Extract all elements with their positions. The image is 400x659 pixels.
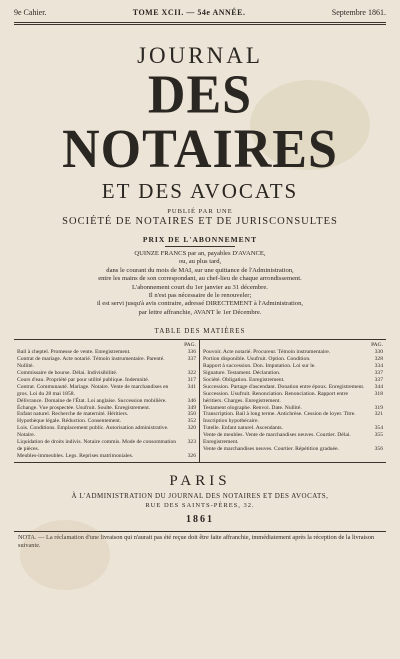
volume-label: TOME XCII. — 54e ANNÉE. xyxy=(132,8,246,17)
subscription-line: Il n'est pas nécessaire de le renouveler; xyxy=(148,292,252,300)
toc-entry-title: Société. Obligation. Enregistrement. xyxy=(203,376,285,383)
toc-entry xyxy=(17,453,196,460)
toc-entry-title: Lois. Conditions. Emplacement public. Autorisation administrative. Notaire. xyxy=(17,425,169,439)
subscription-line: QUINZE FRANCS par an, payables D'AVANCE, xyxy=(134,250,266,257)
page-column-label: PAG. xyxy=(184,342,196,349)
issue-header xyxy=(14,8,386,20)
toc-entry-page: 317 xyxy=(187,376,196,383)
subscription-terms xyxy=(14,250,386,317)
toc-entry-title: Vente de meubles. Vente de marchandises neuves. Courtier. Délai. Enregistrement. xyxy=(203,432,351,446)
subscription-rule xyxy=(165,246,235,247)
header-rule xyxy=(14,22,386,25)
toc-entry-page: 337 xyxy=(187,356,196,363)
masthead-avocats: ET DES AVOCATS xyxy=(101,179,299,203)
masthead-notaires: DES NOTAIRES xyxy=(62,65,338,180)
toc-entry-title: Succession. Usufruit. Renonciation. Renonciation. Rapport entre héritiers. Charges. Enregistrement. xyxy=(203,390,348,404)
subscription-line: il est servi jusqu'à avis contraire, adressé DIRECTEMENT à l'Administration, xyxy=(96,300,304,308)
toc-entry xyxy=(203,405,383,412)
society-name: SOCIÉTÉ DE NOTAIRES ET DE JURISCONSULTES xyxy=(62,216,338,227)
nota-notice: NOTA. — La réclamation d'une livraison qui n'aurait pas été reçue doit être faite affranchie, immédiatement après la réception de la livraison suivante. xyxy=(18,533,375,549)
toc-entry-page: 350 xyxy=(187,411,196,418)
toc-entry-title: Contrat. Communauté. Mariage. Notaire. Vente de marchandises en gros. Loi du 28 mai 1858. xyxy=(17,383,169,397)
toc-entry-page: 326 xyxy=(187,452,196,459)
imprint-street: RUE DES SAINTS-PÈRES, 32. xyxy=(145,501,255,509)
toc-entry-page: 318 xyxy=(374,390,383,397)
toc-entry-page: 356 xyxy=(374,445,383,452)
toc-entry-page: 328 xyxy=(374,356,383,363)
page-column-label: PAG. xyxy=(371,342,383,349)
toc-entry-page: 354 xyxy=(374,425,383,432)
toc-entry xyxy=(17,418,196,425)
toc-heading: TABLE DES MATIÈRES xyxy=(154,327,246,336)
cahier-label: 9e Cahier. xyxy=(14,8,47,17)
month-label: Septembre 1861. xyxy=(331,8,386,17)
footer-rule xyxy=(14,531,386,532)
toc-entry-page: 341 xyxy=(187,383,196,390)
toc-entry-page: 321 xyxy=(374,411,383,418)
toc-entry xyxy=(203,370,383,377)
toc-entry-page: 319 xyxy=(374,404,383,411)
toc-entry-title: Signature. Testament. Déclaration. xyxy=(203,369,281,376)
toc-entry-title: Testament olographe. Renvoi. Date. Nullité. xyxy=(203,404,302,411)
toc-entry-title: Cours d'eau. Propriété par pour utilité publique. Indemnité. xyxy=(17,376,150,383)
subscription-line: L'abonnement court du 1er janvier au 31 décembre. xyxy=(132,283,268,291)
subscription-line: ou, au plus tard, xyxy=(178,258,222,266)
toc-entry-page: 334 xyxy=(374,363,383,370)
toc-entry-title: Rapport à succession. Don. Imputation. Loi sur le. xyxy=(203,363,316,370)
toc-entry-page: 320 xyxy=(187,425,196,432)
toc-left-column xyxy=(14,340,200,462)
toc-entry xyxy=(203,384,383,391)
toc-entry xyxy=(203,425,383,432)
toc-entry xyxy=(17,384,196,398)
toc-entry-title: Transcription. Bail à long terme. Antichrèse. Cession de loyer. Titre. Inscription hypothécaire. xyxy=(203,411,356,425)
imprint-year: 1861 xyxy=(186,513,214,525)
toc-entry xyxy=(203,363,383,370)
toc-entry xyxy=(17,349,196,356)
subscription-heading: PRIX DE L'ABONNEMENT xyxy=(142,235,258,244)
toc-entry-title: Délivrance. Domaine de l'État. Loi anglaise. Succession mobilière. xyxy=(17,397,167,404)
toc-entry xyxy=(17,398,196,405)
toc-entry-title: Portion disponible. Usufruit. Option. Condition. xyxy=(203,356,311,363)
toc-entry xyxy=(17,377,196,384)
toc-entry xyxy=(17,439,196,453)
toc-entry xyxy=(17,356,196,370)
imprint-admin: À L'ADMINISTRATION DU JOURNAL DES NOTAIRES ET DES AVOCATS, xyxy=(71,491,329,500)
toc-entry-title: Tutelle. Enfant naturel. Ascendants. xyxy=(203,425,283,432)
toc-entry xyxy=(203,446,383,453)
toc-entry-title: Contrat de mariage. Acte notarié. Témoin instrumentaire. Parenté. Nullité. xyxy=(17,356,165,370)
masthead-journal: JOURNAL xyxy=(137,43,263,68)
toc-entry-page: 337 xyxy=(374,376,383,383)
toc-entry-page: 344 xyxy=(374,383,383,390)
toc-entry xyxy=(17,411,196,418)
toc-entry-title: Hypothèque légale. Réduction. Consentement. xyxy=(17,418,122,425)
toc-entry-title: Échange. Vue prospectée. Usufruit. Soulte. Enregistrement. xyxy=(17,404,151,411)
toc-entry-page: 352 xyxy=(187,418,196,425)
toc-entry xyxy=(203,411,383,425)
subscription-line: dans le courant du mois de MAI, sur une quittance de l'Administration, xyxy=(106,266,294,274)
toc-entry-page: 337 xyxy=(374,369,383,376)
toc-entry xyxy=(203,391,383,405)
toc-entry xyxy=(203,356,383,363)
toc-entry-page: 322 xyxy=(187,369,196,376)
toc-entry-page: 336 xyxy=(187,349,196,356)
toc-entry-page: 349 xyxy=(187,404,196,411)
toc-right-column xyxy=(200,340,386,462)
subscription-line: par lettre affranchie, AVANT le 1er Décembre. xyxy=(138,308,262,316)
toc-entry-page: 355 xyxy=(374,432,383,439)
toc-entry-title: Pouvoir. Acte notarié. Procureur. Témoin instrumentaire. xyxy=(203,349,331,356)
toc-entry-page: 346 xyxy=(187,397,196,404)
toc-entry-page: 330 xyxy=(374,349,383,356)
toc-entry-title: Bail à cheptel. Promesse de vente. Enregistrement. xyxy=(17,349,131,356)
toc-entry xyxy=(203,377,383,384)
toc-entry-title: Enfant naturel. Recherche de maternité. Héritiers. xyxy=(17,411,129,418)
imprint-city: PARIS xyxy=(169,472,231,489)
published-by: PUBLIÉ PAR UNE xyxy=(167,208,233,215)
subscription-line: entre les mains de son correspondant, au chef-lieu de chaque arrondissement. xyxy=(98,275,302,283)
toc-entry xyxy=(203,432,383,446)
toc-entry-title: Meubles-immeubles. Legs. Reprises matrimoniales. xyxy=(17,452,134,459)
toc-entry-title: Commissaire de bourse. Délai. Indivisibilité. xyxy=(17,369,118,376)
toc-entry xyxy=(17,425,196,439)
toc-entry-title: Vente de marchandises neuves. Courtier. Répétition graduée. xyxy=(203,445,339,452)
toc-entry-page: 323 xyxy=(187,439,196,446)
toc-entry-title: Liquidation de droits indivis. Notaire commis. Mode de consommation de pièces. xyxy=(17,439,177,452)
toc-entry xyxy=(17,370,196,377)
table-of-contents xyxy=(14,339,386,463)
toc-entry-title: Succession. Partage d'ascendant. Donation entre époux. Enregistrement. xyxy=(203,383,365,390)
